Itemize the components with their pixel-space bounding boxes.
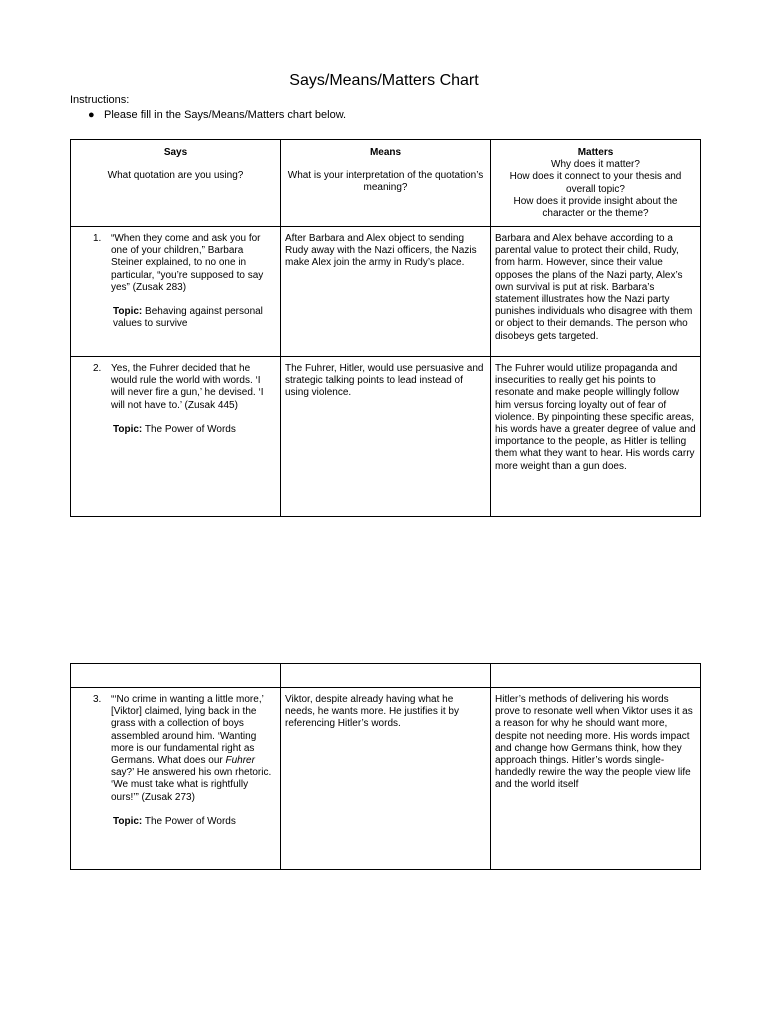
empty-cell <box>281 664 491 688</box>
fuhrer-italic: Fuhrer <box>225 755 255 767</box>
says-header-cell <box>71 140 281 227</box>
says-means-matters-table-continued <box>70 663 701 870</box>
table-row <box>71 688 701 870</box>
empty-cell <box>491 664 701 688</box>
says-quote: Yes, the Fuhrer decided that he would rule the world with words. ‘I will never fire a gun,’ he devised. ‘I will not have to.’ (Zusak 445) <box>111 363 264 411</box>
matters-question-2: How does it connect to your thesis and overall topic? <box>509 171 682 195</box>
topic <box>93 816 272 828</box>
says-cell <box>71 357 281 517</box>
topic-text: Behaving against personal values to survive <box>113 306 263 330</box>
matters-cell: Barbara and Alex behave according to a parental value to protect their child, Rudy, from harm. However, since their value opposes the plans of the Nazi party, Alex’s own survival is put at risk. Barbara’s statement illustrates how the Nazi party punishes individuals who disagree with them or object to their demands. The person who disobeys gets targeted. <box>491 227 701 357</box>
topic-label: Topic: <box>113 815 143 827</box>
topic <box>93 424 272 436</box>
says-header: Says <box>163 147 188 158</box>
matters-header: Matters <box>577 147 614 158</box>
row-number: 2. <box>93 363 102 374</box>
page-title: Says/Means/Matters Chart <box>289 72 479 89</box>
means-cell: After Barbara and Alex object to sending Rudy away with the Nazi officers, the Nazis make Alex join the army in Rudy’s place. <box>281 227 491 357</box>
row-number: 1. <box>93 233 102 244</box>
row-number: 3. <box>93 694 102 705</box>
empty-cell <box>71 664 281 688</box>
matters-question-1: Why does it matter? <box>551 159 640 171</box>
says-quote: “When they come and ask you for one of your children,” Barbara Steiner explained, to no one in particular, “you’re supposed to say yes” (Zusak 283) <box>111 233 264 293</box>
instructions-bullet <box>88 108 346 122</box>
topic-label: Topic: <box>113 423 143 435</box>
table-row <box>71 227 701 357</box>
empty-row <box>71 664 701 688</box>
matters-cell: The Fuhrer would utilize propaganda and insecurities to really get his points to resonate and make people willingly follow him versus forcing loyalty out of fear of violence. By pinpointing these specific areas, his words have a greater degree of value and importance to the people, as Hitler is telling them what they want to hear. His words carry more weight than a gun does. <box>491 357 701 517</box>
means-question: What is your interpretation of the quotation’s meaning? <box>287 170 484 194</box>
table-row <box>71 357 701 517</box>
means-header: Means <box>369 147 402 158</box>
instructions-text: Please fill in the Says/Means/Matters chart below. <box>104 109 347 121</box>
says-question: What quotation are you using? <box>107 170 244 182</box>
header-row <box>71 140 701 227</box>
says-quote: “‘No crime in wanting a little more,’ [Viktor] claimed, lying back in the grass with a collection of boys assembled around him. ‘Wanting more is our fundamental right as Germans. What does our Fuhrer say?’ He answered his own rhetoric. ‘We must take what is rightfully ours!’” (Zusak 273) <box>111 694 272 803</box>
bullet-icon: ● <box>88 109 95 121</box>
matters-header-cell <box>491 140 701 227</box>
means-cell: The Fuhrer, Hitler, would use persuasive and strategic talking points to lead instead of using violence. <box>281 357 491 517</box>
says-cell <box>71 688 281 870</box>
says-cell <box>71 227 281 357</box>
means-cell: Viktor, despite already having what he needs, he wants more. He justifies it by referencing Hitler’s words. <box>281 688 491 870</box>
matters-question-3: How does it provide insight about the character or the theme? <box>513 195 678 220</box>
instructions-label: Instructions: <box>70 94 130 106</box>
topic-text: The Power of Words <box>144 423 236 435</box>
means-header-cell <box>281 140 491 227</box>
topic <box>93 306 272 330</box>
topic-label: Topic: <box>113 306 143 318</box>
says-means-matters-table <box>70 139 701 517</box>
topic-text: The Power of Words <box>144 815 236 827</box>
matters-cell: Hitler’s methods of delivering his words prove to resonate well when Viktor uses it as a reason for why he should want more, despite not needing more. His words impact and change how Germans think, how they approach things. Hitler’s words single-handedly rewire the way the people view life and the world itself <box>491 688 701 870</box>
